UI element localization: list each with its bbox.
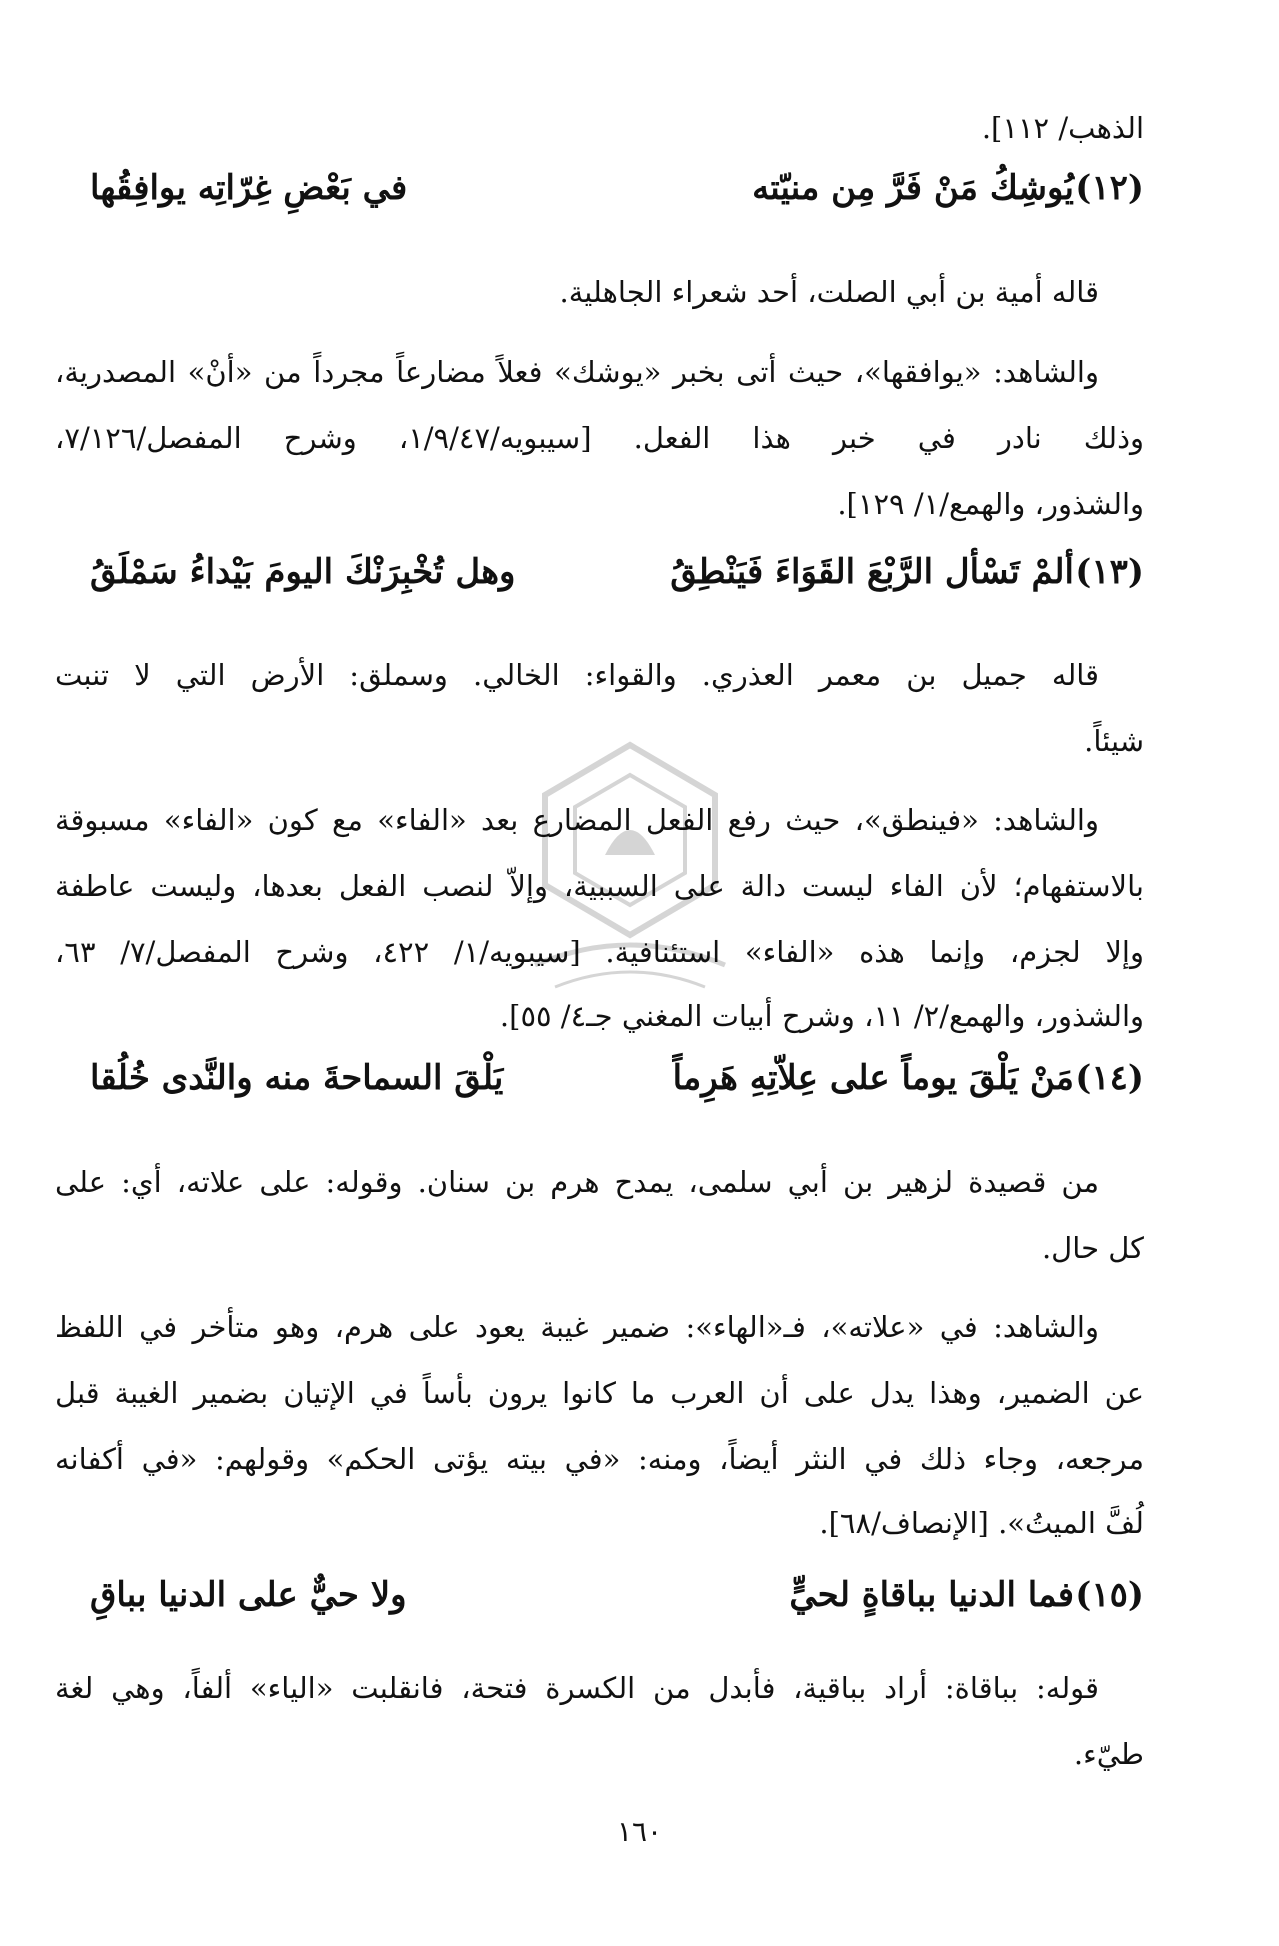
- verse-second-hemistich: ولا حيٌّ على الدنيا بباقِ: [90, 1575, 407, 1615]
- verse-first-hemistich: ألمْ تَسْأل الرَّبْعَ القَوَاءَ فَيَنْطِقُ: [670, 552, 1074, 592]
- verse-first-hemistich: فما الدنيا بباقاةٍ لحيٍّ: [789, 1575, 1074, 1615]
- verse-12: [90, 160, 1144, 216]
- verse-number: (١٣): [1075, 552, 1144, 592]
- commentary-line: والشاهد: في «علاته»، فـ«الهاء»: ضمير غيبة يعود على هرم، وهو متأخر في اللفظ: [55, 1310, 1099, 1344]
- verse-second-hemistich: في بَعْضِ غِرّاتِه يوافِقُها: [90, 168, 408, 208]
- verse-number: (١٥): [1075, 1575, 1144, 1615]
- commentary-line: وذلك نادر في خبر هذا الفعل. [سيبويه/١/٩/٤٧، وشرح المفصل/٧/١٢٦،: [55, 421, 1144, 455]
- commentary-line: لُفَّ الميتُ». [الإنصاف/٦٨].: [819, 1506, 1144, 1540]
- verse-14: [90, 1050, 1144, 1106]
- verse-second-hemistich: يَلْقَ السماحةَ منه والنَّدى خُلُقا: [90, 1058, 504, 1098]
- commentary-line: والشاهد: «فينطق»، حيث رفع الفعل المضارع بعد «الفاء» مع كون «الفاء» مسبوقة: [55, 803, 1099, 837]
- commentary-line: قاله أمية بن أبي الصلت، أحد شعراء الجاهلية.: [559, 275, 1099, 309]
- commentary-line: والشاهد: «يوافقها»، حيث أتى بخبر «يوشك» فعلاً مضارعاً مجرداً من «أنْ» المصدرية،: [55, 355, 1099, 389]
- commentary-line: بالاستفهام؛ لأن الفاء ليست دالة على السببية، وإلاّ لنصب الفعل بعدها، وليست عاطفة: [55, 869, 1144, 903]
- commentary-line: قوله: بباقاة: أراد بباقية، فأبدل من الكسرة فتحة، فانقلبت «الياء» ألفاً، وهي لغة: [55, 1671, 1099, 1705]
- continuation-line: الذهب/ ١١٢].: [981, 111, 1144, 145]
- verse-second-hemistich: وهل تُخْبِرَنْكَ اليومَ بَيْداءُ سَمْلَقُ: [90, 552, 516, 592]
- verse-15: [90, 1567, 1144, 1623]
- commentary-line: والشذور، والهمع/١/ ١٢٩].: [837, 487, 1144, 521]
- verse-first-hemistich: يُوشِكُ مَنْ فَرَّ مِن منيّته: [752, 168, 1074, 208]
- commentary-line: قاله جميل بن معمر العذري. والقواء: الخالي. وسملق: الأرض التي لا تنبت: [55, 658, 1099, 692]
- commentary-line: شيئاً.: [1084, 724, 1144, 758]
- verse-first-hemistich: مَنْ يَلْقَ يوماً على عِلاّتِهِ هَرِماً: [672, 1058, 1074, 1098]
- commentary-line: وإلا لجزم، وإنما هذه «الفاء» استئنافية. [سيبويه/١/ ٤٢٢، وشرح المفصل/٧/ ٦٣،: [55, 935, 1144, 969]
- commentary-line: من قصيدة لزهير بن أبي سلمى، يمدح هرم بن سنان. وقوله: على علاته، أي: على: [55, 1165, 1099, 1199]
- verse-13: [90, 544, 1144, 600]
- verse-number: (١٤): [1075, 1058, 1144, 1098]
- commentary-line: مرجعه، وجاء ذلك في النثر أيضاً، ومنه: «في بيته يؤتى الحكم» وقولهم: «في أكفانه: [55, 1442, 1144, 1476]
- verse-number: (١٢): [1075, 168, 1144, 208]
- commentary-line: والشذور، والهمع/٢/ ١١، وشرح أبيات المغني جـ٤/ ٥٥].: [499, 999, 1144, 1033]
- commentary-line: عن الضمير، وهذا يدل على أن العرب ما كانوا يرون بأساً في الإتيان بضمير الغيبة قبل: [55, 1376, 1144, 1410]
- page-number: ١٦٠: [616, 1815, 663, 1848]
- commentary-line: طيّء.: [1073, 1737, 1144, 1771]
- library-watermark-icon: [515, 735, 745, 1005]
- commentary-line: كل حال.: [1041, 1231, 1144, 1265]
